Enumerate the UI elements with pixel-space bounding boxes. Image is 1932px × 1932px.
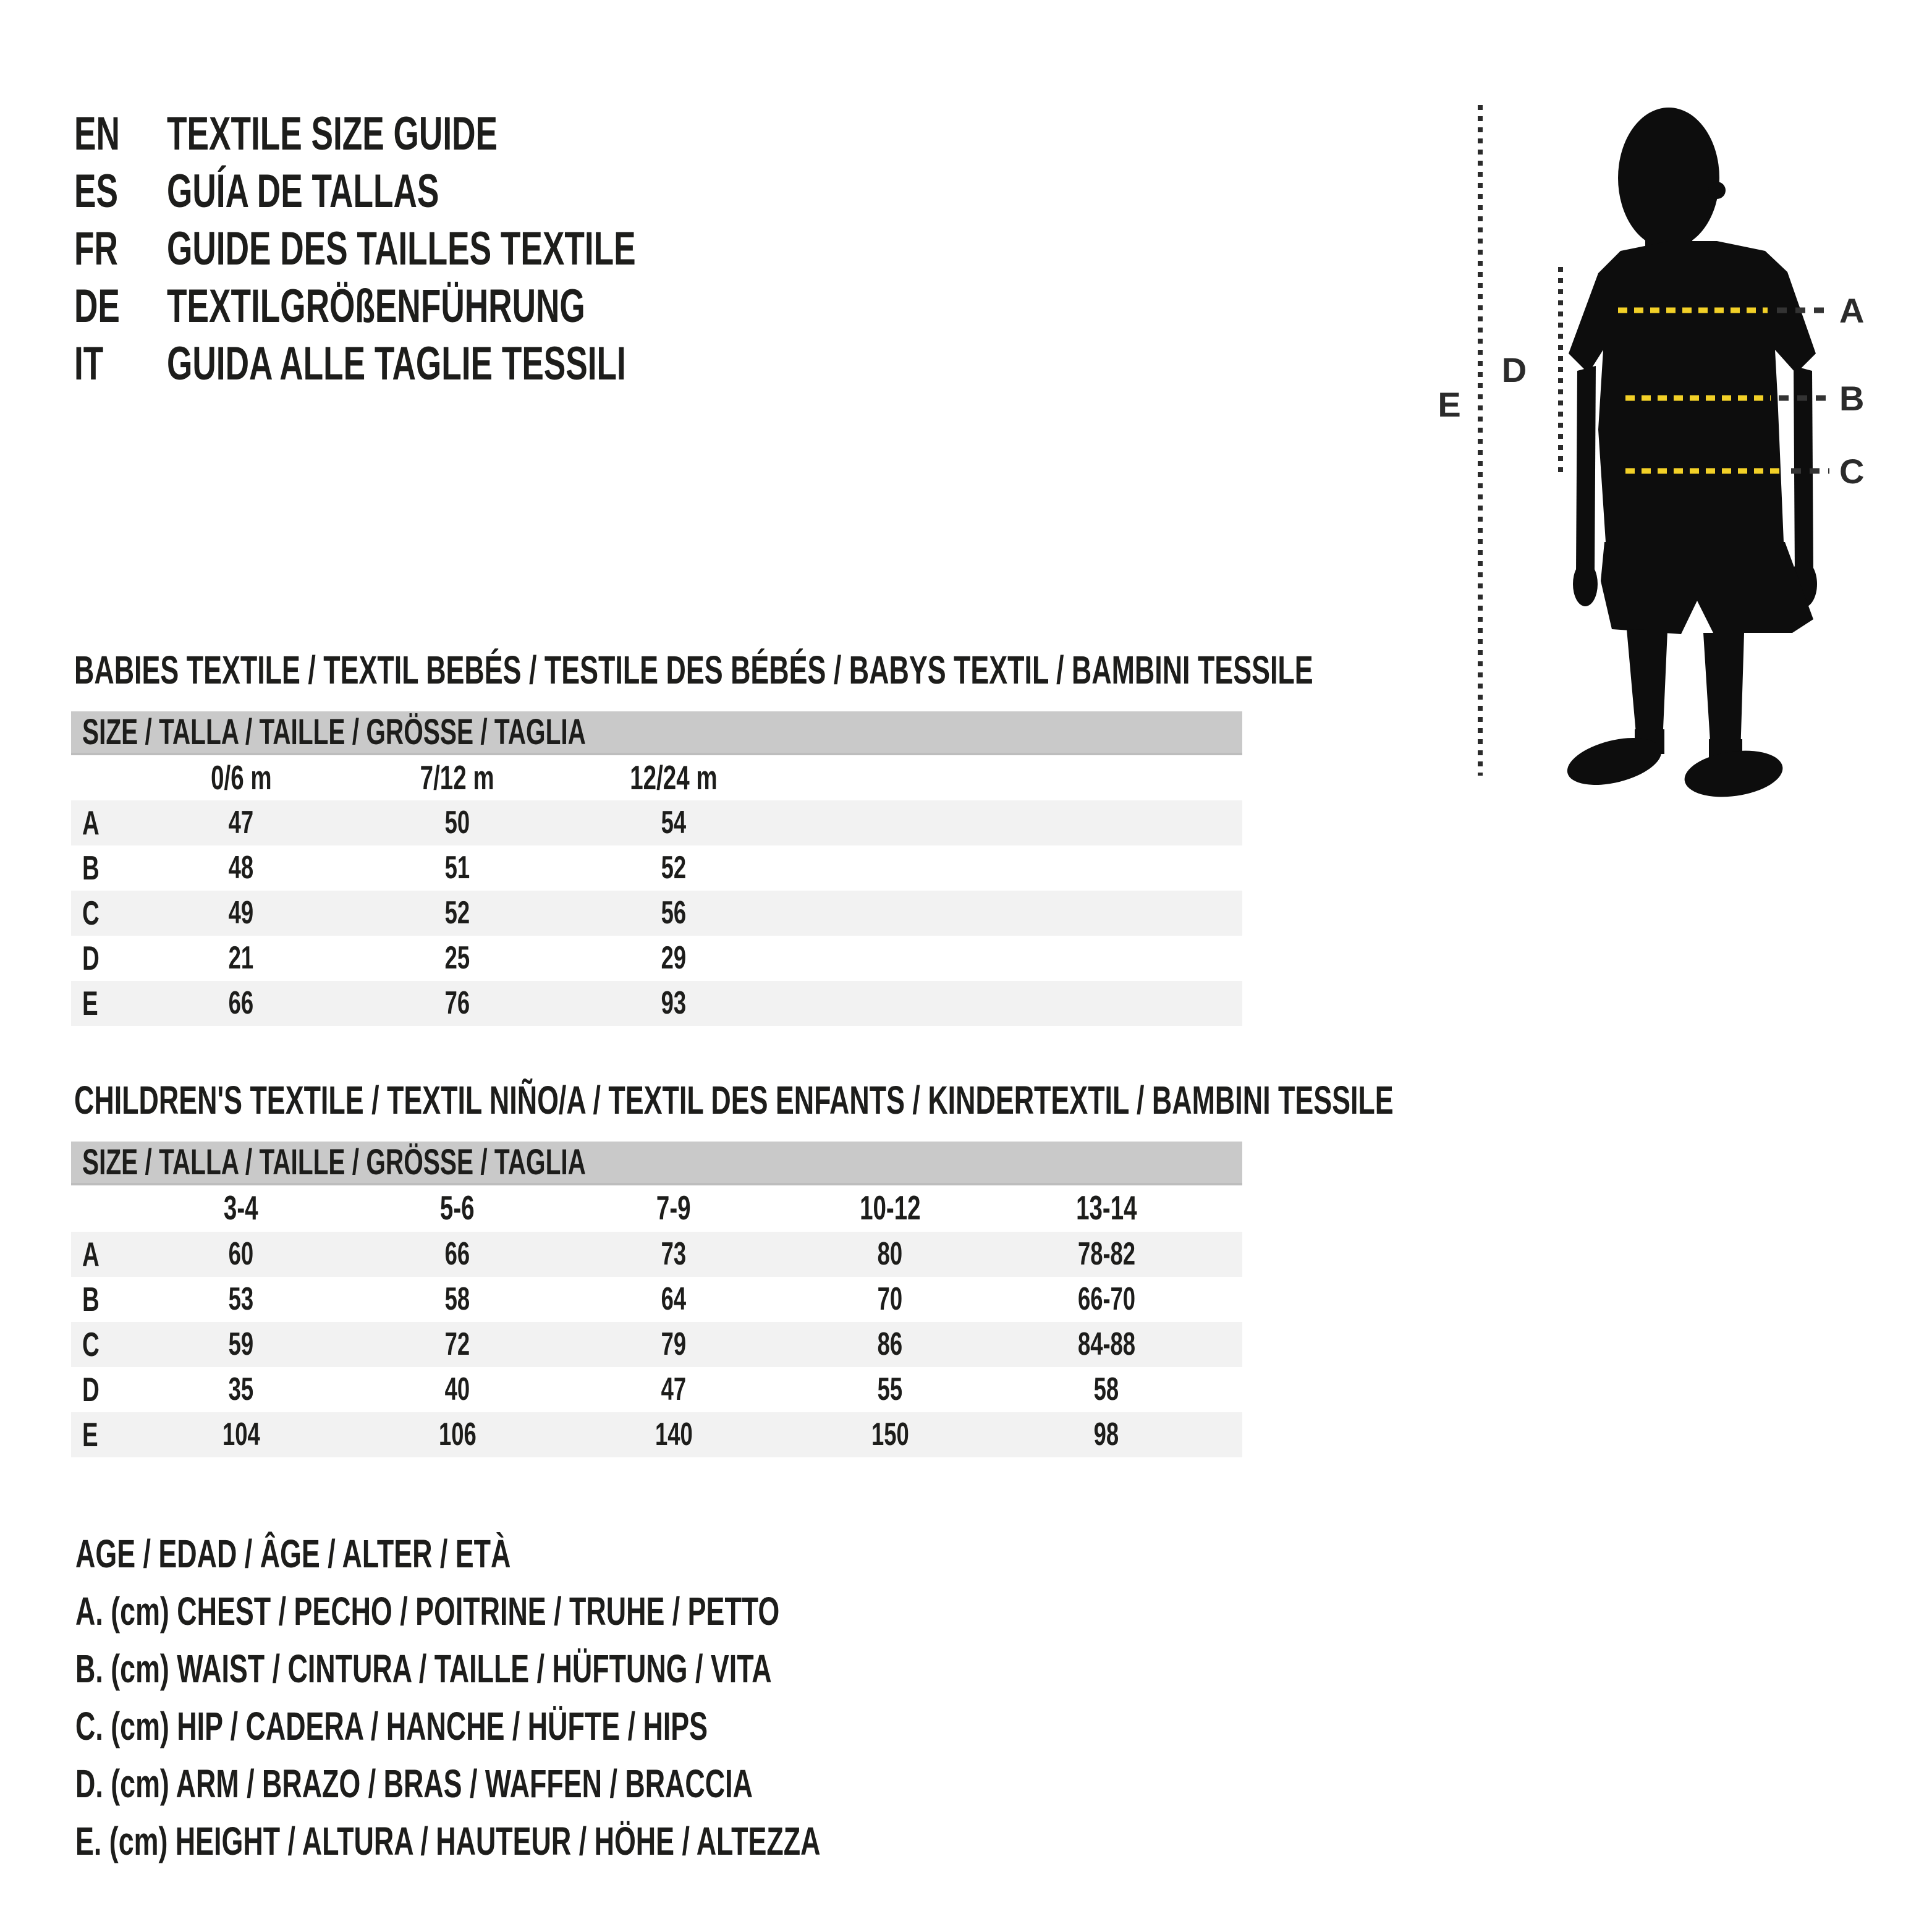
table-cell: 52 xyxy=(661,850,687,886)
table-cell: 48 xyxy=(228,850,254,886)
table-row xyxy=(71,1232,1242,1277)
column-header: 13-14 xyxy=(1075,1188,1137,1227)
table-cell: 53 xyxy=(228,1281,254,1317)
measurement-legend xyxy=(75,1525,1140,1870)
table-cell: 51 xyxy=(444,850,470,886)
table-cell: 104 xyxy=(222,1417,260,1452)
legend-line-hip: C. (cm) HIP / CADERA / HANCHE / HÜFTE / HIPS xyxy=(75,1704,708,1748)
language-row-en xyxy=(74,105,1001,163)
figure-label-d: D xyxy=(1501,350,1527,389)
column-header: 7/12 m xyxy=(420,758,494,797)
table-row xyxy=(71,1322,1242,1367)
table-row xyxy=(71,1412,1242,1457)
table-cell: 150 xyxy=(871,1417,909,1452)
table-cell: 50 xyxy=(444,805,470,841)
row-label: B xyxy=(82,849,100,887)
table-row xyxy=(71,1367,1242,1412)
table-cell: 140 xyxy=(655,1417,693,1452)
table-cell: 66-70 xyxy=(1077,1281,1135,1317)
children-size-table xyxy=(71,1142,1242,1457)
children-size-header-band xyxy=(71,1142,1242,1185)
table-row xyxy=(71,800,1242,845)
column-header: 12/24 m xyxy=(630,758,718,797)
table-cell: 56 xyxy=(661,895,687,931)
child-measurement-figure xyxy=(1421,87,1932,816)
column-header: 0/6 m xyxy=(210,758,272,797)
table-cell: 78-82 xyxy=(1077,1236,1135,1272)
figure-label-b: B xyxy=(1839,379,1865,418)
table-row xyxy=(71,936,1242,981)
table-cell: 47 xyxy=(228,805,254,841)
language-code: IT xyxy=(74,337,104,390)
legend-line-age: AGE / EDAD / ÂGE / ALTER / ETÀ xyxy=(75,1532,511,1576)
language-row-es xyxy=(74,163,1001,220)
row-label: E xyxy=(82,1415,98,1454)
table-cell: 54 xyxy=(661,805,687,841)
row-label: D xyxy=(82,939,100,977)
table-cell: 58 xyxy=(1093,1371,1119,1407)
column-header: 5-6 xyxy=(440,1188,475,1227)
row-label: E xyxy=(82,984,98,1022)
table-cell: 80 xyxy=(877,1236,903,1272)
legend-line-height: E. (cm) HEIGHT / ALTURA / HAUTEUR / HÖHE / ALTEZZA xyxy=(75,1819,821,1863)
language-list xyxy=(74,105,1001,392)
table-cell: 84-88 xyxy=(1077,1326,1135,1362)
table-cell: 106 xyxy=(438,1417,477,1452)
column-header: 3-4 xyxy=(224,1188,258,1227)
table-cell: 86 xyxy=(877,1326,903,1362)
legend-line-waist: B. (cm) WAIST / CINTURA / TAILLE / HÜFTUNG / VITA xyxy=(75,1646,772,1691)
babies-column-header-row xyxy=(71,755,1242,800)
size-header-text: SIZE / TALLA / TAILLE / GRÖSSE / TAGLIA xyxy=(82,712,586,752)
language-row-fr xyxy=(74,220,1001,278)
language-row-de xyxy=(74,278,1001,335)
table-cell: 66 xyxy=(228,985,254,1021)
table-cell: 52 xyxy=(444,895,470,931)
children-column-header-row xyxy=(71,1185,1242,1231)
row-label: B xyxy=(82,1280,100,1318)
table-row xyxy=(71,845,1242,891)
size-header-text: SIZE / TALLA / TAILLE / GRÖSSE / TAGLIA xyxy=(82,1142,586,1182)
language-code: DE xyxy=(74,280,120,333)
table-cell: 73 xyxy=(661,1236,687,1272)
table-cell: 21 xyxy=(228,940,254,976)
language-code: EN xyxy=(74,108,120,160)
figure-label-a: A xyxy=(1839,291,1865,330)
table-cell: 76 xyxy=(444,985,470,1021)
child-silhouette xyxy=(1562,108,1817,803)
table-cell: 55 xyxy=(877,1371,903,1407)
table-cell: 29 xyxy=(661,940,687,976)
table-cell: 79 xyxy=(661,1326,687,1362)
table-cell: 60 xyxy=(228,1236,254,1272)
row-label: A xyxy=(82,803,100,842)
language-code: ES xyxy=(74,165,118,218)
row-label: C xyxy=(82,894,100,932)
legend-line-arm: D. (cm) ARM / BRAZO / BRAS / WAFFEN / BRACCIA xyxy=(75,1761,753,1806)
babies-section-title xyxy=(74,650,1844,690)
table-cell: 47 xyxy=(661,1371,687,1407)
row-label: A xyxy=(82,1235,100,1273)
babies-size-table xyxy=(71,711,1242,1026)
table-cell: 93 xyxy=(661,985,687,1021)
column-header: 7-9 xyxy=(656,1188,691,1227)
table-cell: 70 xyxy=(877,1281,903,1317)
language-title: GUIDE DES TAILLES TEXTILE xyxy=(167,222,636,275)
table-row xyxy=(71,891,1242,936)
column-header: 10-12 xyxy=(859,1188,921,1227)
table-cell: 40 xyxy=(444,1371,470,1407)
table-cell: 64 xyxy=(661,1281,687,1317)
figure-label-e: E xyxy=(1438,385,1461,424)
language-code: FR xyxy=(74,222,118,275)
language-title: TEXTILE SIZE GUIDE xyxy=(167,108,498,160)
language-row-it xyxy=(74,335,1001,392)
row-label: D xyxy=(82,1370,100,1409)
table-cell: 58 xyxy=(444,1281,470,1317)
table-cell: 59 xyxy=(228,1326,254,1362)
table-cell: 72 xyxy=(444,1326,470,1362)
table-row xyxy=(71,981,1242,1026)
table-row xyxy=(71,1277,1242,1322)
babies-size-header-band xyxy=(71,711,1242,755)
children-section-title xyxy=(74,1080,1932,1120)
row-label: C xyxy=(82,1325,100,1363)
table-cell: 66 xyxy=(444,1236,470,1272)
table-cell: 49 xyxy=(228,895,254,931)
language-title: GUIDA ALLE TAGLIE TESSILI xyxy=(167,337,626,390)
language-title: GUÍA DE TALLAS xyxy=(167,165,439,218)
babies-title-text: BABIES TEXTILE / TEXTIL BEBÉS / TESTILE DES BÉBÉS / BABYS TEXTIL / BAMBINI TESSILE xyxy=(74,648,1313,692)
children-title-text: CHILDREN'S TEXTILE / TEXTIL NIÑO/A / TEXTIL DES ENFANTS / KINDERTEXTIL / BAMBINI TESSILE xyxy=(74,1078,1394,1122)
table-cell: 98 xyxy=(1093,1417,1119,1452)
figure-label-c: C xyxy=(1839,452,1865,491)
table-cell: 35 xyxy=(228,1371,254,1407)
language-title: TEXTILGRÖßENFÜHRUNG xyxy=(167,280,585,333)
table-cell: 25 xyxy=(444,940,470,976)
legend-line-chest: A. (cm) CHEST / PECHO / POITRINE / TRUHE / PETTO xyxy=(75,1589,780,1633)
